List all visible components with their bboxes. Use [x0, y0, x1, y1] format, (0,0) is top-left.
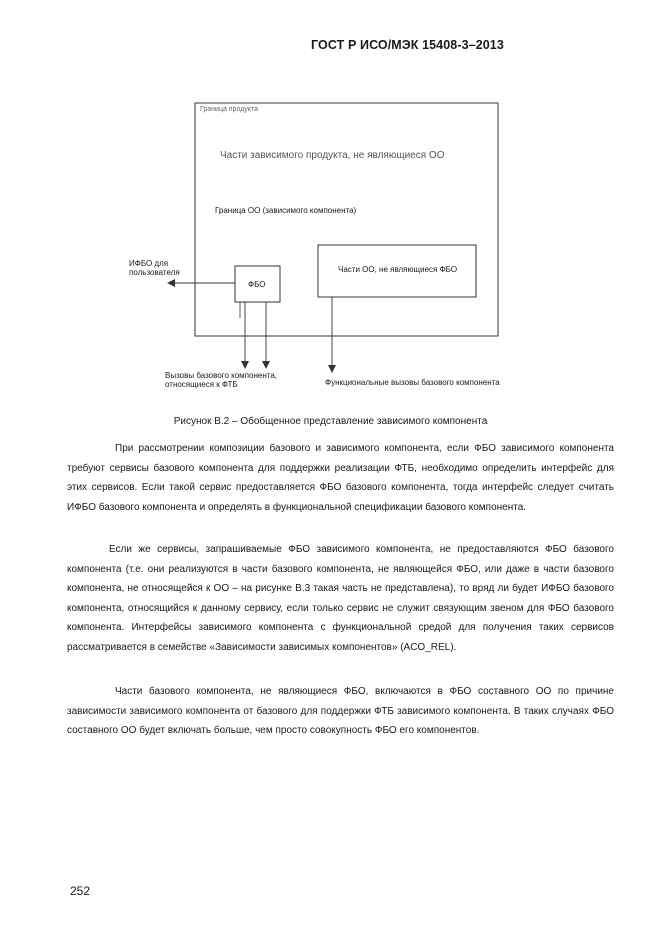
user-interface-label: ИФБО для пользователя — [129, 259, 180, 277]
page-header: ГОСТ Р ИСО/МЭК 15408-3–2013 — [311, 38, 504, 52]
tsf-label: ФБО — [248, 280, 266, 289]
paragraph-1: При рассмотрении композиции базового и зависимого компонента, если ФБО зависимого компонента требуют сервисы базового компонента для поддержки реализации ФТБ, необходимо определить интерфейс для этих сервисов. Если такой сервис предоставляется ФБО базового компонента, тогда интерфейс следует считать ИФБО базового компонента и определять в функциональной спецификации базового компонента. — [67, 443, 614, 513]
functional-calls-label: Функциональные вызовы базового компонента — [325, 378, 500, 387]
dependent-parts-label: Части зависимого продукта, не являющиеся ОО — [220, 150, 445, 161]
toe-boundary-box — [195, 103, 498, 336]
base-calls-label: Вызовы базового компонента, относящиеся к ФТБ — [165, 371, 277, 389]
figure-caption: Рисунок В.2 – Обобщенное представление зависимого компонента — [173, 416, 488, 427]
dependent-component-diagram — [0, 0, 661, 400]
paragraph-2: Если же сервисы, запрашиваемые ФБО зависимого компонента, не предоставляются ФБО базового компонента (т.е. они реализуются в части базового компонента, не являющейся ФБО, или даже в части базового компонента, не относящейся к ОО – на рисунке В.3 такая часть не представлена), то вряд ли будет ИФБО базового компонента, относящийся к данному сервису, если только сервис не служит связующим звеном для ФБО базового компонента. Интерфейсы зависимого компонента с функциональной средой для получения таких сервисов рассматривается в семействе «Зависимости зависимых компонентов» (ACO_REL). — [67, 544, 614, 653]
paragraph-3: Части базового компонента, не являющиеся ФБО, включаются в ФБО составного ОО по причине зависимости зависимого компонента от базового для поддержки ФТБ зависимого компонента. В таких случаях ФБО составного ОО будет включать больше, чем просто совокупность ФБО его компонентов. — [67, 686, 614, 737]
non-tsf-parts-label: Части ОО, не являющиеся ФБО — [338, 265, 458, 274]
product-boundary-label: Граница продукта — [200, 106, 258, 113]
toe-boundary-label: Граница ОО (зависимого компонента) — [215, 206, 357, 215]
page-number: 252 — [70, 884, 91, 898]
